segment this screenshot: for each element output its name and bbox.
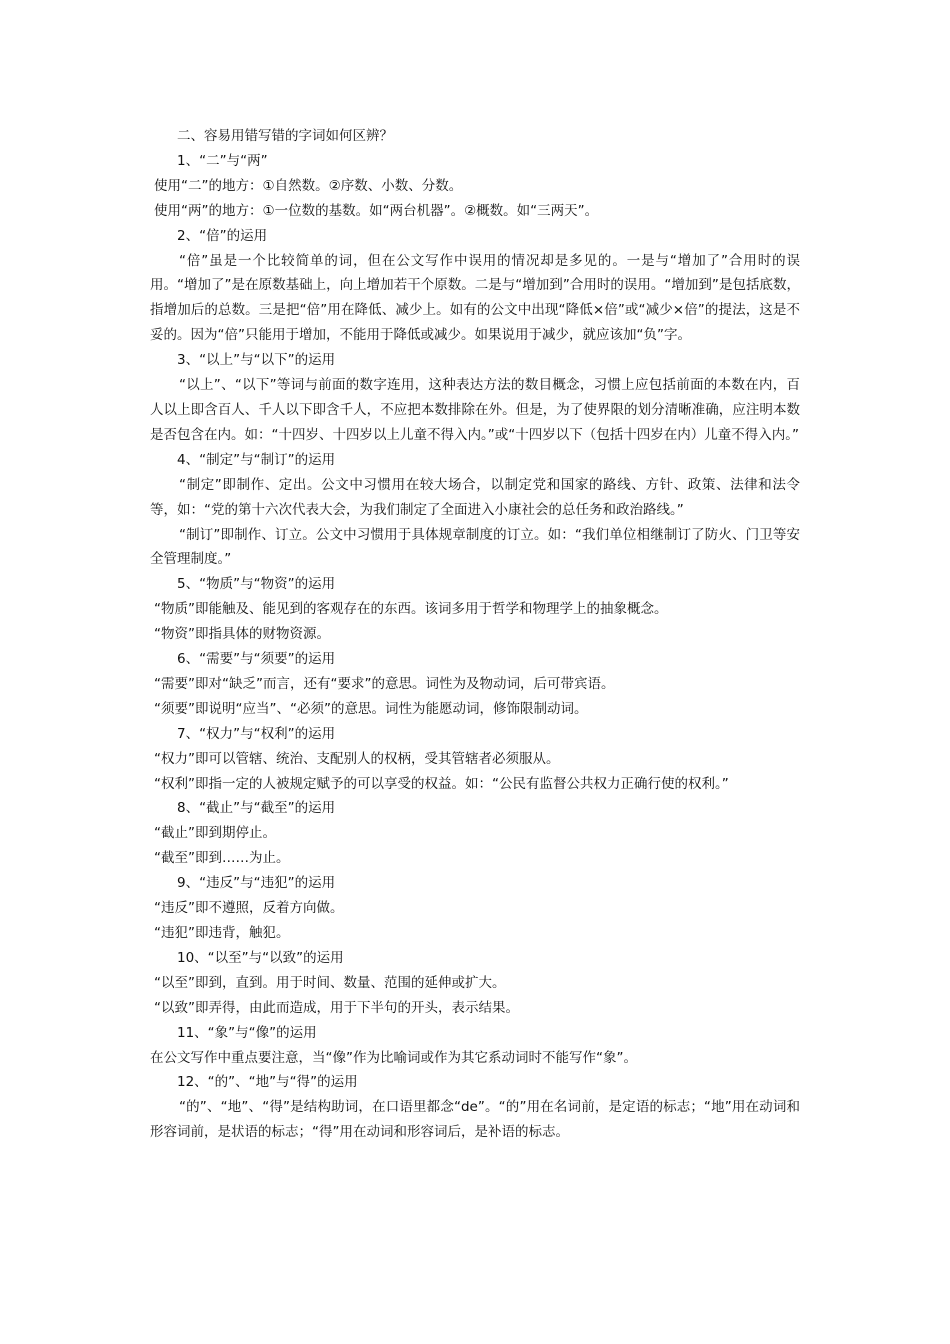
item-paragraph: “权力”即可以管辖、统治、支配别人的权柄，受其管辖者必须服从。 xyxy=(154,750,560,767)
item-paragraph: “截至”即到……为止。 xyxy=(154,850,290,867)
item-paragraph: “违犯”即违背，触犯。 xyxy=(154,925,290,941)
item-heading: 3、“以上”与“以下”的运用 xyxy=(177,352,336,369)
item-paragraph: “以至”即到，直到。用于时间、数量、范围的延伸或扩大。 xyxy=(154,974,506,991)
item-heading: 12、“的”、“地”与“得”的运用 xyxy=(177,1074,358,1091)
item-paragraph: “以致”即弄得，由此而造成，用于下半句的开头，表示结果。 xyxy=(154,999,519,1016)
item-paragraph: 使用“两”的地方：①一位数的基数。如“两台机器”。②概数。如“三两天”。 xyxy=(154,202,599,219)
item-heading: 7、“权力”与“权利”的运用 xyxy=(177,725,336,742)
item-heading: 11、“象”与“像”的运用 xyxy=(177,1024,317,1041)
item-paragraph: “的”、“地”、“得”是结构助词，在口语里都念“de”。“的”用在名词前，是定语的标志；“地”用在动词和形容词前，是状语的标志；“得”用在动词和形容词后，是补语的标志。 xyxy=(150,1099,800,1141)
item-paragraph: “违反”即不遵照，反着方向做。 xyxy=(154,900,344,917)
item-paragraph: “需要”即对“缺乏”而言，还有“要求”的意思。词性为及物动词，后可带宾语。 xyxy=(154,675,615,692)
item-heading: 9、“违反”与“违犯”的运用 xyxy=(177,875,336,892)
item-heading: 2、“倍”的运用 xyxy=(177,227,268,244)
item-heading: 4、“制定”与“制订”的运用 xyxy=(177,451,336,468)
item-paragraph: “权利”即指一定的人被规定赋予的可以享受的权益。如：“公民有监督公共权力正确行使的权利。” xyxy=(154,775,729,792)
item-paragraph: “物质”即能触及、能见到的客观存在的东西。该词多用于哲学和物理学上的抽象概念。 xyxy=(154,601,668,618)
item-paragraph: “以上”、“以下”等词与前面的数字连用，这种表达方法的数目概念，习惯上应包括前面的本数在内，百人以上即含百人、千人以下即含千人，不应把本数排除在外。但是，为了使界限的划分清晰准确，应注明本数是否包含在内。如：“十四岁、十四岁以上儿童不得入内。”或“十四岁以下（包括十四岁在内）儿童不得入内。” xyxy=(150,377,800,443)
item-paragraph: 使用“二”的地方：①自然数。②序数、小数、分数。 xyxy=(154,177,463,194)
item-heading: 6、“需要”与“须要”的运用 xyxy=(177,651,336,668)
item-paragraph: 在公文写作中重点要注意，当“像”作为比喻词或作为其它系动词时不能写作“象”。 xyxy=(150,1049,637,1066)
item-paragraph: “截止”即到期停止。 xyxy=(154,825,276,842)
item-heading: 1、“二”与“两” xyxy=(177,152,268,169)
section-title: 二、容易用错写错的字词如何区辨？ xyxy=(177,128,393,144)
item-paragraph: “制定”即制作、定出。公文中习惯用在较大场合，以制定党和国家的路线、方针、政策、法律和法令等，如：“党的第十六次代表大会，为我们制定了全面进入小康社会的总任务和政治路线。” xyxy=(150,476,800,518)
item-paragraph: “倍”虽是一个比较简单的词，但在公文写作中误用的情况却是多见的。一是与“增加了”合用时的误用。“增加了”是在原数基础上，向上增加若干个原数。二是与“增加到”合用时的误用。“增加到”是包括底数，指增加后的总数。三是把“倍”用在降低、减少上。如有的公文中出现“降低×倍”或“减少×倍”的提法，这是不妥的。因为“倍”只能用于增加，不能用于降低或减少。如果说用于减少，就应该加“负”字。 xyxy=(150,252,800,344)
item-heading: 10、“以至”与“以致”的运用 xyxy=(177,949,344,966)
item-heading: 8、“截止”与“截至”的运用 xyxy=(177,800,336,817)
item-paragraph: “制订”即制作、订立。公文中习惯用于具体规章制度的订立。如：“我们单位相继制订了防火、门卫等安全管理制度。” xyxy=(150,526,800,568)
document-body xyxy=(150,124,800,1145)
item-paragraph: “物资”即指具体的财物资源。 xyxy=(154,626,330,643)
item-paragraph: “须要”即说明“应当”、“必须”的意思。词性为能愿动词，修饰限制动词。 xyxy=(154,700,588,717)
item-heading: 5、“物质”与“物资”的运用 xyxy=(177,576,336,593)
